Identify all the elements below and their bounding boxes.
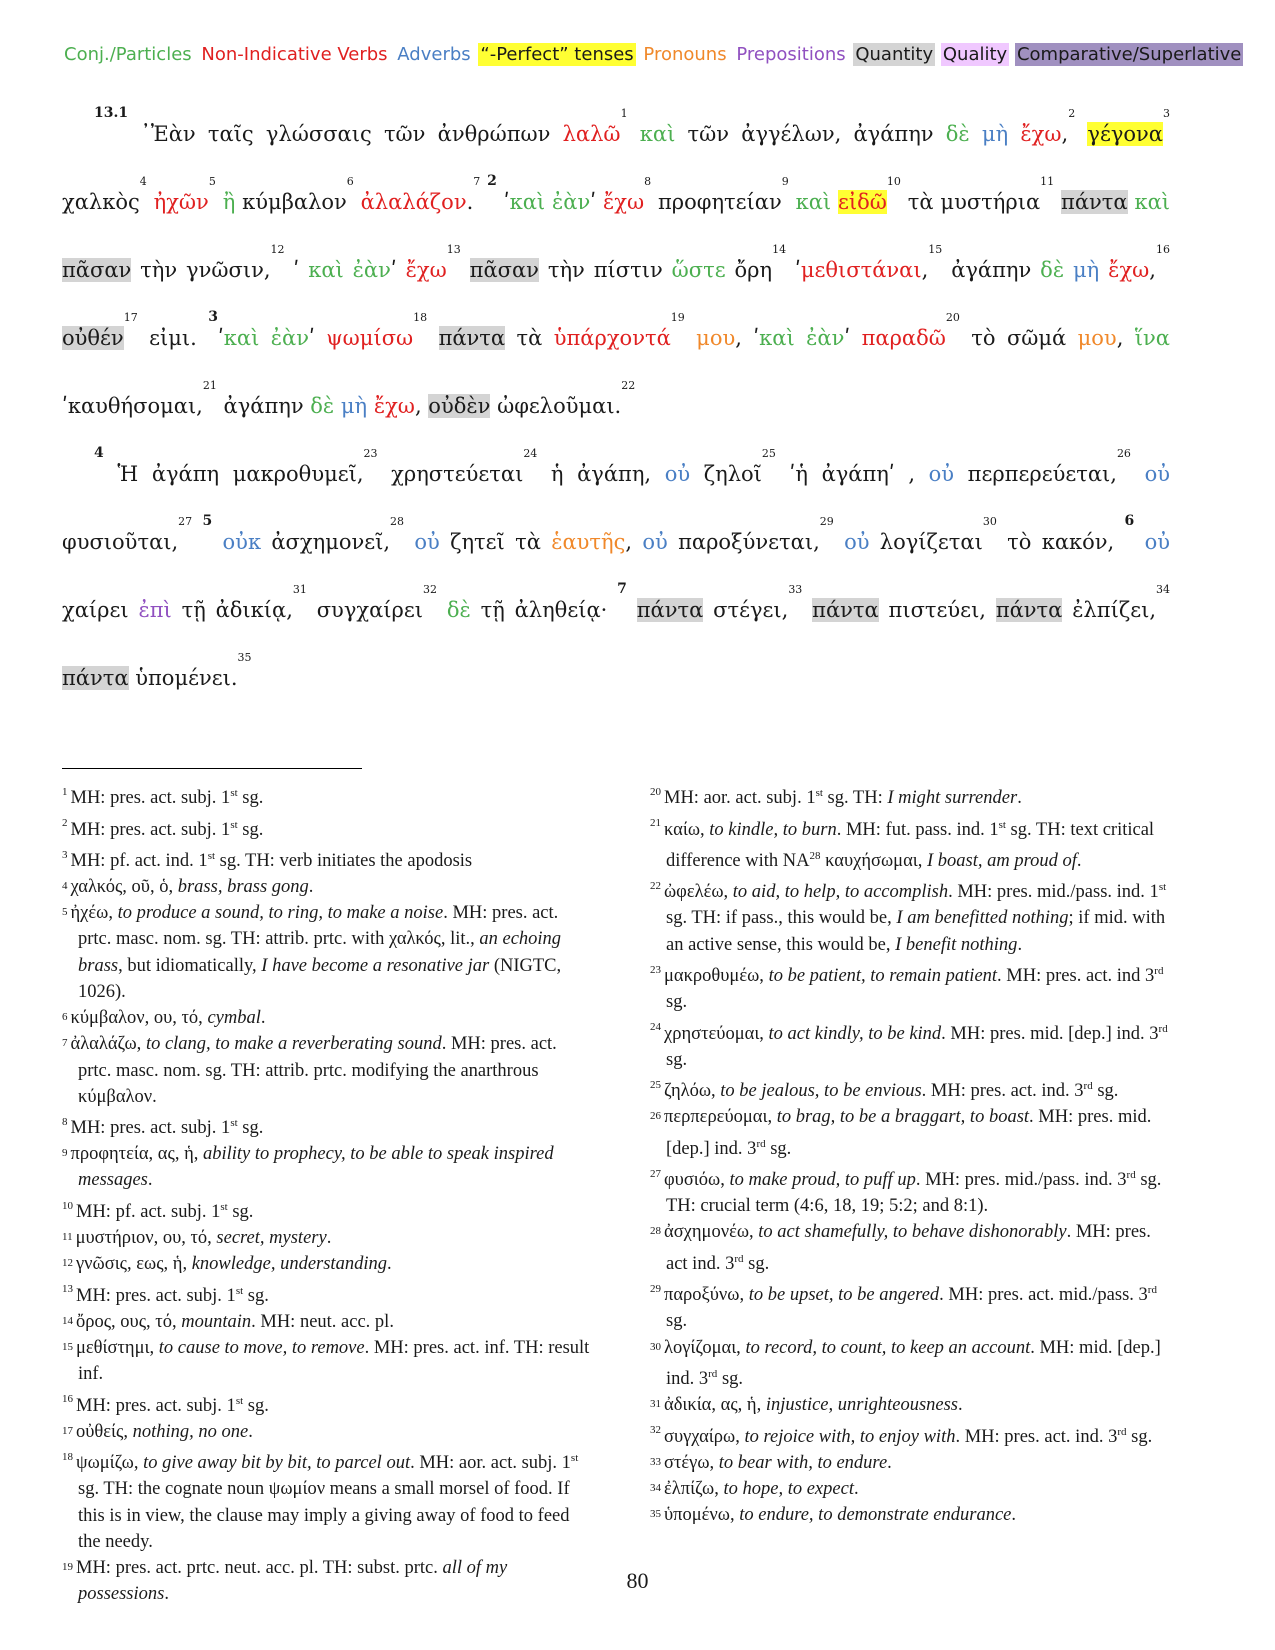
footnote-number: 31 [650, 1398, 661, 1411]
footnote-number: 23 [650, 963, 661, 976]
footnote-text: ὑπομένω, to endure, to demonstrate endurance. [664, 1505, 1016, 1526]
footnote [62, 780, 592, 811]
paragraph-2: $^4$ Ἡ ἀγάπη μακροθυμεῖ,$^{23}$ χρηστεύεται$^{24}$ ἡ ἀγάπη, οὐ ζηλοῖ$^{25}$ ʹἡ ἀγάπηʹ , οὐ περπερεύεται,$^{26}$ οὐ φυσιοῦται,$^{27}$ $^5$ οὐκ ἀσχημονεῖ,$^{28}$ οὐ ζητεῖ τὰ ἑαυτῆς, οὐ παροξύνεται,$^{29}$ οὐ λογίζεται$^{30}$ τὸ κακόν, $^6$ οὐ χαίρει ἐπὶ τῇ ἀδικίᾳ,$^{31}$ συγχαίρει$^{32}$ δὲ τῇ ἀληθείᾳ· $^7$ πάντα στέγει,$^{33}$ πάντα πιστεύει, πάντα ἐλπίζει,$^{34}$ πάντα ὑπομένει.$^{35}$ [62, 445, 1170, 690]
footnotes-left [62, 780, 592, 1607]
verse-number: 3 [208, 309, 218, 325]
legend-verbs: Non-Indicative Verbs [201, 44, 388, 65]
footnote-text: ἀδικία, ας, ἡ, injustice, unrighteousness. [664, 1395, 963, 1416]
footnote-text: MH: pres. act. subj. 1st sg. [70, 1116, 264, 1139]
footnote-number: 22 [650, 880, 661, 893]
footnote [62, 1225, 592, 1251]
footnote [650, 874, 1170, 958]
footnote [62, 1194, 592, 1225]
footnote [62, 1419, 592, 1445]
legend-quantity: Quantity [855, 44, 934, 65]
footnote-text: καίω, to kindle, to burn. MH: fut. pass. ind. 1st sg. TH: text critical difference with NA$^{28}$ καυχήσωμαι, I boast, am proud of. [664, 818, 1155, 871]
footnote [650, 1162, 1170, 1220]
footnote-number: 16 [62, 1393, 73, 1406]
footnote [650, 958, 1170, 1016]
footnote-text: ὄρος, ους, τό, mountain. MH: neut. acc. pl. [76, 1311, 394, 1332]
legend-comparative: Comparative/Superlative [1016, 44, 1242, 65]
verse-number: 4 [94, 445, 104, 461]
footnote-rule [62, 768, 362, 769]
footnote-text: φυσιόω, to make proud, to puff up. MH: pres. mid./pass. ind. 3rd sg. TH: crucial term (4:6, 18, 19; 5:2; and 8:1). [664, 1168, 1162, 1217]
legend-quality: Quality [942, 44, 1008, 65]
footnote-number: 11 [62, 1231, 73, 1244]
footnote-number: 28 [650, 1225, 661, 1238]
footnote [62, 900, 592, 1005]
footnote [650, 1104, 1170, 1162]
verse-number: 7 [617, 581, 627, 597]
footnote [62, 1005, 592, 1031]
footnote-text: συγχαίρω, to rejoice with, to enjoy with. MH: pres. act. ind. 3rd sg. [664, 1425, 1153, 1447]
footnote-number: 24 [650, 1021, 661, 1034]
footnote-number: 2 [62, 817, 68, 830]
footnote-number: 14 [62, 1314, 73, 1327]
verse-number: 6 [1124, 513, 1135, 529]
footnote-text: χρηστεύομαι, to act kindly, to be kind. MH: pres. mid. [dep.] ind. 3rd sg. [664, 1022, 1168, 1070]
footnote-number: 12 [62, 1257, 73, 1270]
footnote-text: μυστήριον, ου, τό, secret, mystery. [75, 1228, 332, 1249]
footnote-text: ζηλόω, to be jealous, to be envious. MH: pres. act. ind. 3rd sg. [664, 1079, 1119, 1102]
footnote-number: 34 [650, 1481, 661, 1494]
footnote [62, 1277, 592, 1308]
footnote [650, 1015, 1170, 1073]
legend-perfect: “-Perfect” tenses [480, 44, 634, 65]
footnote-number: 8 [62, 1115, 68, 1128]
footnote-text: παροξύνω, to be upset, to be angered. MH: pres. act. mid./pass. 3rd sg. [664, 1284, 1157, 1332]
legend-prepositions: Prepositions [736, 44, 846, 65]
footnote [650, 1502, 1170, 1528]
footnote-text: προφητεία, ας, ἡ, ability to prophecy, to be able to speak inspired messages. [70, 1144, 554, 1191]
paragraph-1: $^{13.1}$ ᾿Ἐὰν ταῖς γλώσσαις τῶν ἀνθρώπων λαλῶ$^1$ καὶ τῶν ἀγγέλων, ἀγάπην δὲ μὴ ἔχω,$^2$ γέγονα$^3$ χαλκὸς$^4$ ἠχῶν$^5$ ἢ κύμβαλον$^6$ ἀλαλάζον.$^7$ $^2$ ʹκαὶ ἐὰνʹ ἔχω$^8$ προφητείαν$^9$ καὶ εἰδῶ$^{10}$ τὰ μυστήρια$^{11}$ πάντα καὶ πᾶσαν τὴν γνῶσιν,$^{12}$ ʹ καὶ ἐὰνʹ ἔχω$^{13}$ πᾶσαν τὴν πίστιν ὥστε ὄρη$^{14}$ ʹμεθιστάναι,$^{15}$ ἀγάπην δὲ μὴ ἔχω,$^{16}$ οὐθέν$^{17}$ εἰμι. $^3$ʹκαὶ ἐὰνʹ ψωμίσω$^{18}$ πάντα τὰ ὑπάρχοντά$^{19}$ μου, ʹκαὶ ἐὰνʹ παραδῶ$^{20}$ τὸ σῶμά μου, ἵνα ʹκαυθήσομαι,$^{21}$ ἀγάπην δὲ μὴ ἔχω, οὐδὲν ὠφελοῦμαι.$^{22}$ [62, 105, 1170, 418]
footnote-number: 5 [62, 906, 68, 919]
footnote-text: μεθίστημι, to cause to move, to remove. MH: pres. act. inf. TH: result inf. [76, 1338, 590, 1385]
footnote [650, 1073, 1170, 1104]
footnote-text: ψωμίζω, to give away bit by bit, to parcel out. MH: aor. act. subj. 1st sg. TH: the cognate noun ψωμίον means a small morsel of food. If this is in view, the clause may imply a giving away of food to feed the needy. [76, 1451, 579, 1552]
footnote-text: MH: pres. act. subj. 1st sg. [76, 1394, 269, 1416]
footnote [62, 1110, 592, 1141]
footnote [650, 1418, 1170, 1449]
footnote-text: περπερεύομαι, to brag, to be a braggart, to boast. MH: pres. mid. [dep.] ind. 3rd sg. [664, 1107, 1152, 1159]
footnote [62, 1031, 592, 1110]
footnote-text: ὠφελέω, to aid, to help, to accomplish. MH: pres. mid./pass. ind. 1st sg. TH: if pass., this would be, I am benefitted nothing; if mid. with an active sense, this would be, I benefit nothing. [664, 881, 1167, 955]
footnote-number: 33 [650, 1455, 661, 1468]
footnote-number: 17 [62, 1424, 73, 1437]
verse-number: 13.1 [94, 105, 129, 121]
footnote [62, 1335, 592, 1387]
footnote [62, 1445, 592, 1555]
footnote-number: 29 [650, 1283, 661, 1296]
footnote-number: 35 [650, 1508, 661, 1521]
footnote-number: 25 [650, 1078, 661, 1091]
footnote-number: 3 [62, 848, 68, 861]
footnote-text: ἀσχημονέω, to act shamefully, to behave dishonorably. MH: pres. act ind. 3rd sg. [664, 1222, 1151, 1274]
legend-adverbs: Adverbs [397, 44, 471, 65]
footnote-text: MH: pres. act. subj. 1st sg. [70, 787, 264, 809]
page-number: 80 [626, 1568, 649, 1593]
footnote [650, 1277, 1170, 1335]
footnote [62, 811, 592, 842]
footnote-number: 27 [650, 1167, 661, 1180]
footnote-number: 26 [650, 1110, 661, 1123]
footnote-text: κύμβαλον, ου, τό, cymbal. [70, 1008, 266, 1029]
footnote [650, 1476, 1170, 1502]
footnote [62, 1251, 592, 1277]
footnote-text: MH: pf. act. subj. 1st sg. [76, 1200, 254, 1222]
footnote-number: 15 [62, 1341, 73, 1353]
footnote-number: 20 [650, 786, 661, 798]
footnote-number: 13 [62, 1283, 73, 1296]
footnote-number: 30 [650, 1340, 661, 1353]
footnote-text: MH: pres. act. subj. 1st sg. [70, 818, 264, 840]
footnote-text: γνῶσις, εως, ἡ, knowledge, understanding. [76, 1254, 392, 1275]
footnote-text: ἠχέω, to produce a sound, to ring, to make a noise. MH: pres. act. prtc. masc. nom. sg. TH: attrib. prtc. with χαλκός, lit., an echoing brass, but idiomatically, I have become a resonative jar (NIGTC, 1026). [70, 903, 562, 1002]
footnote [650, 1335, 1170, 1393]
footnote-text: ἀλαλάζω, to clang, to make a reverberating sound. MH: pres. act. prtc. masc. nom. sg. TH: attrib. prtc. modifying the anarthrous κύμβαλον. [70, 1034, 557, 1107]
footnote-text: οὐθείς, nothing, no one. [76, 1421, 253, 1442]
footnote-text: ἐλπίζω, to hope, to expect. [664, 1478, 859, 1499]
footnote-number: 19 [62, 1560, 73, 1573]
footnote-number: 10 [62, 1199, 73, 1212]
footnote [62, 1141, 592, 1193]
footnote-text: MH: aor. act. subj. 1st sg. TH: I might surrender. [664, 787, 1022, 809]
footnote-number: 21 [650, 817, 661, 830]
color-legend [62, 44, 1242, 65]
footnote-text: MH: pres. act. prtc. neut. acc. pl. TH: subst. prtc. all of my possessions. [76, 1557, 508, 1605]
footnote-number: 4 [62, 880, 68, 893]
footnote-number: 6 [62, 1011, 68, 1024]
legend-pronouns: Pronouns [643, 44, 727, 65]
verse-number: 5 [202, 513, 213, 529]
verse-number: 2 [487, 173, 497, 189]
footnote-number: 7 [62, 1037, 68, 1050]
footnote-text: στέγω, to bear with, to endure. [664, 1452, 892, 1473]
footnote [650, 780, 1170, 811]
footnote-text: χαλκός, οῦ, ὁ, brass, brass gong. [70, 877, 314, 898]
footnote-text: λογίζομαι, to record, to count, to keep an account. MH: mid. [dep.] ind. 3rd sg. [664, 1337, 1161, 1389]
footnote-number: 1 [62, 786, 68, 798]
footnote-text: μακροθυμέω, to be patient, to remain patient. MH: pres. act. ind 3rd sg. [664, 964, 1164, 1013]
footnote [650, 811, 1170, 874]
footnote-number: 32 [650, 1424, 661, 1437]
footnotes-right [650, 780, 1170, 1528]
footnote [650, 1392, 1170, 1418]
footnote [62, 1387, 592, 1418]
footnote-number: 18 [62, 1450, 73, 1463]
greek-text [62, 100, 1170, 712]
footnote [62, 843, 592, 874]
legend-conj: Conj./Particles [64, 44, 192, 65]
footnote [62, 1309, 592, 1335]
footnote [62, 874, 592, 900]
footnote-number: 9 [62, 1147, 68, 1160]
footnote [650, 1450, 1170, 1476]
footnote-text: MH: pf. act. ind. 1st sg. TH: verb initiates the apodosis [70, 849, 473, 871]
footnote-text: MH: pres. act. subj. 1st sg. [76, 1284, 269, 1306]
footnote [650, 1219, 1170, 1277]
